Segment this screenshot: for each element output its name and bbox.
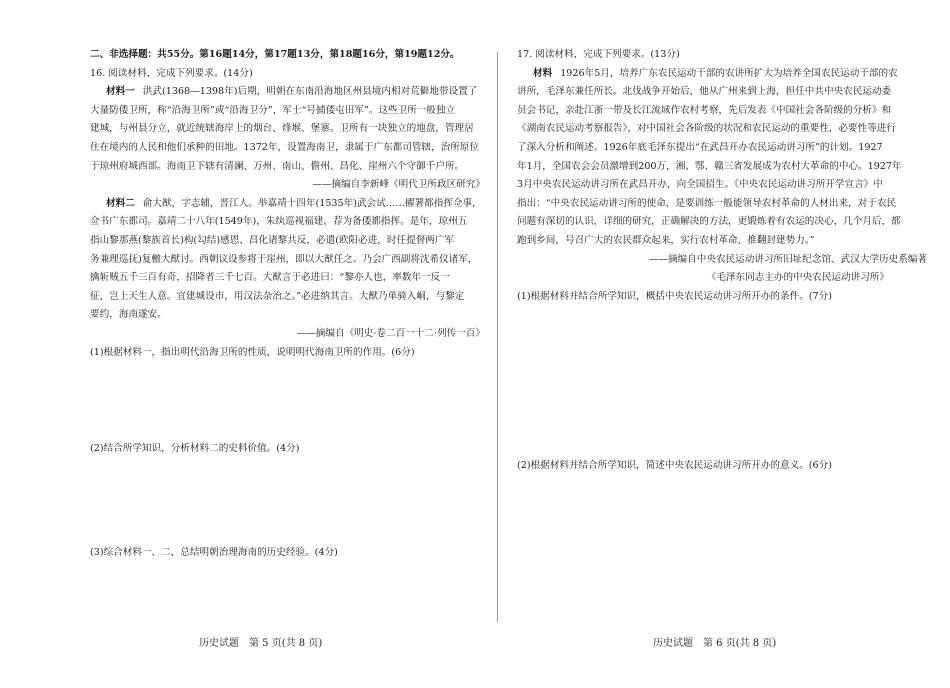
material-1-line: 大量防倭卫所，称“沿海卫所”或“沿海卫分”，军士“号捕倭屯田军”。这些卫所一般独立 xyxy=(90,104,456,116)
material-first-line xyxy=(517,65,927,84)
material-2-first-line xyxy=(90,195,485,214)
section-header: 二、非选择题：共55分。第16题14分，第17题13分，第18题16分，第19题12分。 xyxy=(90,49,460,60)
material-line: 年1月，全国农会会员激增到200万，湘、鄂、赣三省发展成为农村大革命的中心。1927年 xyxy=(517,160,902,172)
material-1-label: 材料一 xyxy=(106,86,135,98)
material-source: ——摘编自中央农民运动讲习所旧址纪念馆、武汉大学历史系编著 xyxy=(648,253,927,265)
material-1-first-line xyxy=(90,83,485,102)
question-17-2: (2)根据材料并结合所学知识，简述中央农民运动讲习所开办的意义。(6分) xyxy=(517,460,832,471)
question-17-1: (1)根据材料并结合所学知识，概括中央农民运动讲习所开办的条件。(7分) xyxy=(517,290,832,302)
material-2-line: 擒斩贼五千三百有奇，招降者三千七百。大猷言于必进曰：“黎亦人也，率数年一反一 xyxy=(90,272,450,284)
material-1-line: 洪武(1368—1398年)后期，明朝在东南沿海地区州县境内相对荒僻地带设置了 xyxy=(142,86,478,98)
material-1-line: 住在境内的人民和他们承种的田地。1372年，设置海南卫，隶属于广东都司管辖，治所原位 xyxy=(90,141,479,153)
material-line: 1926年5月，培养广东农民运动干部的农讲所扩大为培养全国农民运动干部的农 xyxy=(560,67,898,79)
material-source-title: 《毛泽东同志主办的中央农民运动讲习所》 xyxy=(706,272,889,284)
material-2-line: 指山黎那燕(黎族首长)构(勾结)感恩、昌化诸黎共反，必遣(欧阳必进，时任提督两广军 xyxy=(90,234,455,246)
material-1-line: 于琼州府城西部。海南卫下辖有清澜、万州、南山、儋州、昌化、崖州六个守御千户所。 xyxy=(90,160,465,172)
q16-intro: 16. 阅读材料，完成下列要求。(14分) xyxy=(90,67,253,79)
q16-2-block xyxy=(90,440,485,459)
right-column xyxy=(517,46,927,306)
left-column xyxy=(90,46,485,362)
q17-intro: 17. 阅读材料，完成下列要求。(13分) xyxy=(517,49,680,60)
material-line: 员会书记，亲赴江浙一带及长江流域作农村考察，先后发表《中国社会各阶级的分析》和 xyxy=(517,104,892,116)
right-page xyxy=(475,0,950,688)
question-16-2: (2)结合所学知识，分析材料二的史料价值。(4分) xyxy=(90,443,300,454)
left-page-footer: 历史试题 第 5 页(共 8 页) xyxy=(199,638,323,649)
material-line: 《湖南农民运动考察报告》，对中国社会各阶级的状况和农民运动的重要性，必要性等进行 xyxy=(517,123,896,135)
material-line: 3月中央农民运动讲习所在武昌开办，向全国招生。《中央农民运动讲习所开学宣言》中 xyxy=(517,179,883,191)
material-line: 了深入分析和阐述。1926年底毛泽东提出“在武昌开办农民运动讲习所”的计划。1927 xyxy=(517,141,883,153)
material-2-line: 要约，海南遂安。 xyxy=(90,309,167,321)
material-line: 讲所，毛泽东兼任所长。北伐战争开始后，他从广州来到上海，担任中共中央农民运动委 xyxy=(517,86,892,98)
material-2-line: 俞大猷，字志辅，晋江人。举嘉靖十四年(1535年)武会试……擢署都指挥佥事， xyxy=(142,197,482,209)
material-label: 材料 xyxy=(533,67,553,79)
material-1-line: 建城，与州县分立，就近统辖海岸上的烟台、烽堠、堡寨。卫所有一块独立的地盘，管理居 xyxy=(90,123,474,135)
material-2-source: ——摘编自《明史·卷二百一十二·列传一百》 xyxy=(296,327,485,339)
material-2-line: 佥书广东都司。嘉靖二十八年(1549年)，朱纨巡视福建，荐为备倭都指挥。是年，琼州五 xyxy=(90,216,468,228)
right-page-footer: 历史试题 第 6 页(共 8 页) xyxy=(653,638,777,649)
material-line: 指出：“中央农民运动讲习所的使命，是要训练一般能领导农村革命的人材出来，对于农民 xyxy=(517,197,897,209)
material-2-label: 材料二 xyxy=(106,197,135,209)
q17-2-block xyxy=(517,457,927,476)
material-1-source: ——摘编自李新峰《明代卫所政区研究》 xyxy=(312,179,485,191)
material-2-line: 征，岂上天生人意。宜建城设市，用汉法杂治之。”必进纳其言。大猷乃单骑入峒，与黎定 xyxy=(90,290,465,302)
material-line: 跑到乡间，号召广大的农民群众起来，实行农村革命，推翻封建势力。” xyxy=(517,234,815,246)
question-16-3: (3)综合材料一、二，总结明朝治理海南的历史经验。(4分) xyxy=(90,547,338,558)
material-line: 问题有深切的认识，详细的研究，正确解决的方法，更锻炼着有农运的决心，几个月后，都 xyxy=(517,216,901,228)
question-16-1: (1)根据材料一，指出明代沿海卫所的性质，说明明代海南卫所的作用。(6分) xyxy=(90,346,415,358)
material-2-line: 务兼理巡抚)复檄大猷讨。西朝议设参将于崖州，即以大猷任之。乃会广西副将沈希仪诸军， xyxy=(90,253,478,265)
q16-3-block xyxy=(90,544,485,563)
